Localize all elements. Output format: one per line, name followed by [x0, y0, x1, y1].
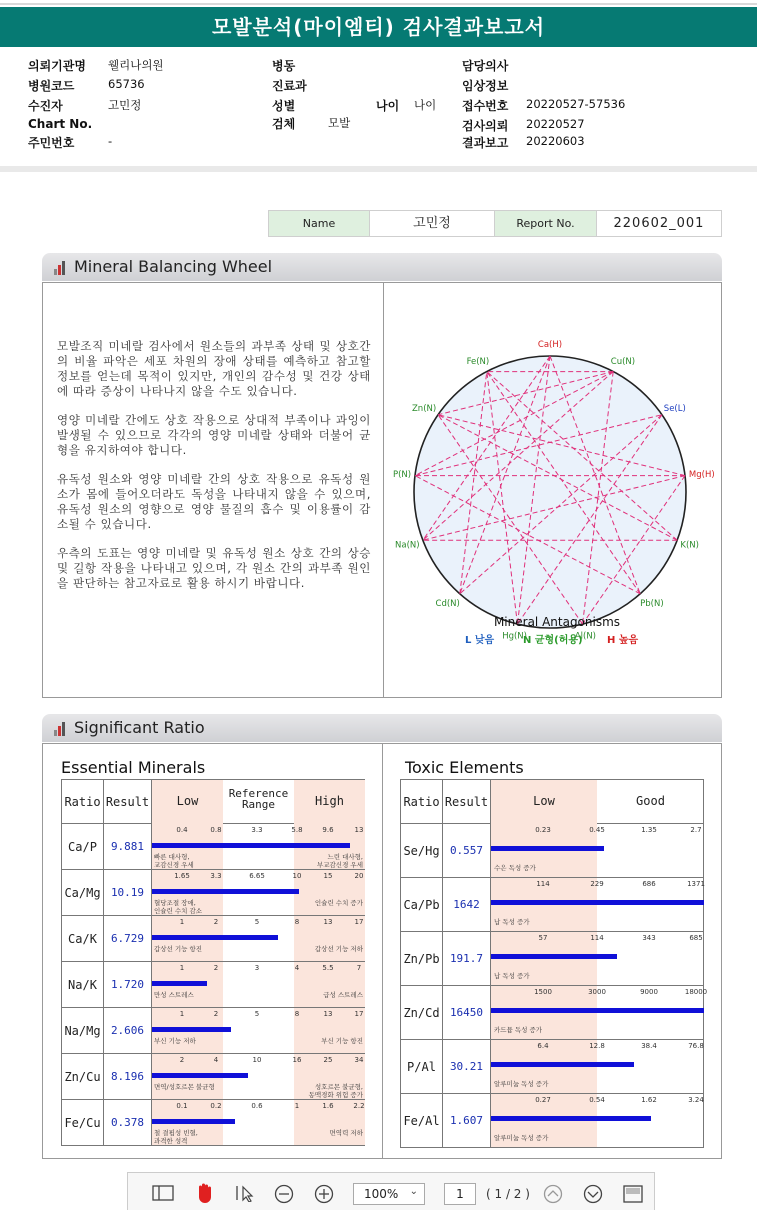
- ratio-graph: [152, 1054, 365, 1100]
- tick-label: 0.2: [210, 1102, 222, 1110]
- tick-label: 38.4: [641, 1042, 657, 1050]
- tick-label: 3.3: [251, 826, 263, 834]
- bar-note: 수은 독성 증가: [494, 864, 536, 872]
- ratio-bar: [491, 1008, 704, 1013]
- tick-label: 12.8: [589, 1042, 605, 1050]
- header-field-value: 65736: [108, 77, 145, 91]
- header-field-label: 병동: [272, 59, 296, 73]
- tick-label: 114: [536, 880, 550, 888]
- tick-label: 57: [538, 934, 548, 942]
- ratio-result: 30.21: [443, 1040, 491, 1094]
- wheel-node-label: Zn(N): [411, 403, 437, 414]
- tick-label: 1.6: [322, 1102, 334, 1110]
- bar-note-right: 급성 스트레스: [323, 991, 363, 999]
- tick-label: 0.6: [251, 1102, 263, 1110]
- tick-label: 8: [294, 1010, 300, 1018]
- wheel-caption: Mineral Antagonisms: [493, 615, 621, 629]
- tick-label: 16: [292, 1056, 302, 1064]
- tick-label: 1: [179, 964, 185, 972]
- legend-item: L 낮음: [465, 635, 495, 646]
- high-header: High: [315, 794, 344, 808]
- header-separator: [0, 166, 757, 172]
- report-no-value: 220602_001: [596, 211, 721, 236]
- toxic-elements-title: Toxic Elements: [405, 758, 524, 777]
- tick-label: 685: [689, 934, 703, 942]
- hand-tool-icon[interactable]: [194, 1182, 216, 1204]
- wheel-node-label: Ca(H): [537, 340, 563, 350]
- ratio-result: 8.196: [104, 1054, 152, 1100]
- tick-label: 2: [213, 964, 219, 972]
- wheel-section-title: Mineral Balancing Wheel: [74, 257, 273, 276]
- tick-label: 6.4: [537, 1042, 549, 1050]
- tick-label: 1500: [534, 988, 552, 996]
- ratio-result: 16450: [443, 986, 491, 1040]
- legend-item: N 균형(허용): [523, 635, 583, 646]
- table-row: [62, 1054, 365, 1100]
- ratio-name: Na/K: [62, 962, 104, 1008]
- bar-note-left: 만성 스트레스: [154, 991, 194, 999]
- tick-label: 1371: [687, 880, 705, 888]
- tick-label: 17: [354, 918, 364, 926]
- ratio-name: Ca/P: [62, 824, 104, 870]
- wheel-node-label: Hg(N): [502, 631, 527, 642]
- wheel-node-label: Na(N): [395, 540, 420, 551]
- tick-label: 8: [294, 918, 300, 926]
- essential-minerals-title: Essential Minerals: [61, 758, 206, 777]
- header-field-label: 결과보고: [462, 136, 509, 150]
- page-number-input[interactable]: 1: [444, 1183, 476, 1205]
- bar-note-left: 빠른 대사형, 교감신경 우세: [154, 853, 194, 869]
- wheel-circle: [411, 356, 686, 628]
- header-field-label: 병원코드: [28, 79, 75, 93]
- header-field-label: 검체: [272, 117, 296, 131]
- ratio-bar: [152, 1073, 248, 1078]
- toxic-elements-table: [400, 779, 708, 1148]
- tick-label: 76.8: [688, 1042, 704, 1050]
- tick-label: 10: [292, 872, 302, 880]
- tick-label: 3: [254, 964, 260, 972]
- ratio-bar: [152, 1027, 231, 1032]
- tick-label: 0.54: [589, 1096, 605, 1104]
- bar-chart-icon: [54, 722, 68, 736]
- tick-label: 25: [323, 1056, 333, 1064]
- chevron-down-icon: ⌄: [409, 1186, 418, 1197]
- result-header: Result: [443, 780, 491, 824]
- ratio-graph: [152, 916, 365, 962]
- table-row: [62, 916, 365, 962]
- ratio-name: Ca/K: [62, 916, 104, 962]
- mineral-wheel: [384, 283, 721, 697]
- low-header: Low: [176, 794, 199, 808]
- tick-label: 0.27: [535, 1096, 551, 1104]
- next-page-icon[interactable]: [583, 1184, 603, 1204]
- report-no-label: Report No.: [494, 211, 596, 236]
- bar-note-right: 인슐린 수치 증가: [314, 899, 363, 907]
- zoom-select[interactable]: [353, 1183, 425, 1205]
- ratio-section-title: Significant Ratio: [74, 718, 205, 737]
- previous-page-icon[interactable]: [543, 1184, 563, 1204]
- zoom-value: 100%: [364, 1187, 399, 1201]
- bar-note-right: 부신 기능 항진: [321, 1037, 363, 1045]
- tick-label: 9000: [640, 988, 658, 996]
- bar-note-right: 성호르몬 불균형, 동맥경화 위험 증가: [308, 1083, 363, 1099]
- name-value: 고민정: [369, 211, 494, 236]
- header-field-label: 나이: [376, 99, 400, 113]
- tick-label: 2: [213, 1010, 219, 1018]
- bar-note-right: 면역력 저하: [329, 1129, 363, 1137]
- table-row: [401, 932, 704, 986]
- table-row: [401, 878, 704, 932]
- sidebar-toggle-icon[interactable]: [152, 1185, 174, 1201]
- header-field-label: Chart No.: [28, 117, 93, 131]
- ratio-name: Na/Mg: [62, 1008, 104, 1054]
- tick-label: 0.23: [535, 826, 551, 834]
- good-header: Good: [636, 794, 665, 808]
- tick-label: 13: [323, 918, 333, 926]
- ratio-graph: [491, 1094, 704, 1148]
- ratio-graph: [491, 986, 708, 1040]
- zoom-out-icon[interactable]: [274, 1184, 294, 1204]
- header-field-value: 20220527: [526, 117, 585, 131]
- tick-label: 3000: [588, 988, 606, 996]
- bar-note: 알루미늄 독성 증가: [494, 1080, 549, 1088]
- header-field-label: 성별: [272, 99, 296, 113]
- pdf-viewer-toolbar: [127, 1172, 655, 1210]
- legend-item: H 높음: [607, 635, 639, 646]
- ratio-graph: [491, 1040, 704, 1094]
- table-row: [62, 1100, 365, 1146]
- intro-paragraph: 모발조직 미네랄 검사에서 원소들의 과부족 상태 및 상호간의 비율 파악은 세포 차원의 장애 상태를 예측하고 참고할 정보를 얻는데 목적이 있지만, 개인의 감수성 및 건강 상태에 따라 증상이 나타나지 않을 수도 있습니다.: [57, 339, 371, 398]
- zoom-in-icon[interactable]: [314, 1184, 334, 1204]
- bar-note-left: 부신 기능 저하: [154, 1037, 196, 1045]
- intro-paragraph: 유독성 원소와 영양 미네랄 간의 상호 작용으로 유독성 원소가 몸에 들어오더라도 독성을 나타내지 않을 수 있으며, 유독성 원소의 영향으로 영양 물질의 흡수 및 이용률이 감소될 수 있습니다.: [57, 472, 371, 531]
- ratio-bar: [491, 954, 617, 959]
- table-header-row: [62, 780, 365, 824]
- intro-paragraph: 우측의 도표는 영양 미네랄 및 유독성 원소 상호 간의 상승 및 길항 작용을 나타내고 있으며, 각 원소 간의 과부족 원인을 판단하는 참고자료로 활용 하시기 바랍니다.: [57, 546, 371, 590]
- ratio-name: Ca/Mg: [62, 870, 104, 916]
- wheel-node-label: Se(L): [663, 403, 686, 414]
- result-header: Result: [104, 780, 152, 824]
- tick-label: 10: [252, 1056, 262, 1064]
- ratio-name: Zn/Cu: [62, 1054, 104, 1100]
- ratio-bar: [491, 900, 704, 905]
- tick-label: 7: [356, 964, 362, 972]
- ratio-name: P/Al: [401, 1040, 443, 1094]
- table-row: [62, 1008, 365, 1054]
- ratio-name: Ca/Pb: [401, 878, 443, 932]
- bar-note-left: 혈당조절 장애, 인슐린 수치 감소: [154, 899, 203, 915]
- tick-label: 2: [179, 1056, 185, 1064]
- wheel-panel: [42, 282, 722, 698]
- tick-label: 6.65: [249, 872, 265, 880]
- ratio-graph: [152, 824, 365, 870]
- table-row: [62, 962, 365, 1008]
- tick-label: 1.35: [641, 826, 657, 834]
- report-title: 모발분석(마이엠티) 검사결과보고서: [0, 7, 757, 47]
- tick-label: 114: [590, 934, 604, 942]
- tick-label: 686: [642, 880, 656, 888]
- tick-label: 0.4: [176, 826, 188, 834]
- table-row: [401, 986, 704, 1040]
- ratio-graph: [152, 1100, 365, 1146]
- header-field-value: -: [108, 134, 113, 148]
- bar-note-left: 갑상선 기능 항진: [154, 945, 203, 953]
- tick-label: 229: [590, 880, 604, 888]
- bar-note-right: 갑상선 기능 저하: [314, 945, 363, 953]
- ratio-graph: [491, 932, 704, 986]
- wheel-node-label: K(N): [680, 540, 699, 551]
- name-label: Name: [269, 211, 369, 236]
- ratio-result: 1.607: [443, 1094, 491, 1148]
- tick-label: 13: [323, 1010, 333, 1018]
- ratio-result: 10.19: [104, 870, 152, 916]
- ratio-result: 6.729: [104, 916, 152, 962]
- tick-label: 2: [213, 918, 219, 926]
- tick-label: 0.1: [176, 1102, 188, 1110]
- header-field-value: 웰리나의원: [108, 58, 164, 72]
- ratio-result: 0.557: [443, 824, 491, 878]
- range-header: [491, 780, 704, 824]
- header-field-label: 주민번호: [28, 136, 75, 150]
- tick-label: 0.45: [589, 826, 605, 834]
- top-divider: [0, 3, 757, 5]
- ratio-bar: [152, 843, 350, 848]
- tick-label: 2.7: [690, 826, 702, 834]
- ratio-graph: [152, 962, 365, 1008]
- tick-label: 5: [254, 1010, 260, 1018]
- name-bar: [268, 210, 722, 237]
- header-field-label: 임상정보: [462, 79, 509, 93]
- wheel-section-header: [42, 253, 722, 281]
- header-field-label: 수진자: [28, 99, 63, 113]
- ratio-bar: [491, 1062, 634, 1067]
- low-header: Low: [533, 794, 555, 808]
- table-header-row: [401, 780, 704, 824]
- bar-note: 알루미늄 독성 증가: [494, 1134, 549, 1142]
- tick-label: 0.8: [210, 826, 222, 834]
- reference-range-header: Reference Range: [228, 787, 289, 811]
- header-field-value: 모발: [328, 116, 351, 130]
- header-field-label: 담당의사: [462, 59, 509, 73]
- table-row: [401, 1094, 704, 1148]
- bar-note-left: 철 결핍성 빈혈, 과격한 성격: [154, 1129, 198, 1145]
- essential-minerals-table: [61, 779, 365, 1146]
- ratio-bar: [152, 1119, 235, 1124]
- ratio-name: Fe/Cu: [62, 1100, 104, 1146]
- tick-label: 3.24: [688, 1096, 704, 1104]
- ratio-name: Fe/Al: [401, 1094, 443, 1148]
- ratio-result: 2.606: [104, 1008, 152, 1054]
- bar-note: 납 독성 증가: [494, 972, 530, 980]
- ratio-header: Ratio: [62, 780, 104, 824]
- ratio-result: 191.7: [443, 932, 491, 986]
- wheel-node-label: Mg(H): [688, 470, 715, 481]
- table-row: [401, 824, 704, 878]
- tick-label: 17: [354, 1010, 364, 1018]
- tick-label: 1: [294, 1102, 300, 1110]
- bar-note-left: 면역/성호르몬 불균형: [154, 1083, 215, 1091]
- tick-label: 5: [254, 918, 260, 926]
- bar-note: 카드뮴 독성 증가: [494, 1026, 543, 1034]
- intro-paragraph: 영양 미네랄 간에도 상호 작용으로 상대적 부족이나 과잉이 발생될 수 있으므로 각각의 영양 미네랄 상태와 더불어 균형을 유지하여야 합니다.: [57, 413, 371, 457]
- page-count: ( 1 / 2 ): [486, 1187, 530, 1201]
- panel-divider: [382, 744, 383, 1158]
- tick-label: 18000: [684, 988, 708, 996]
- select-tool-icon[interactable]: [234, 1184, 256, 1202]
- print-icon[interactable]: [622, 1184, 644, 1204]
- tick-label: 1: [179, 918, 185, 926]
- table-row: [401, 1040, 704, 1094]
- ratio-result: 0.378: [104, 1100, 152, 1146]
- header-field-value: 나이: [414, 98, 437, 112]
- tick-label: 1.65: [174, 872, 190, 880]
- ratio-section-header: [42, 714, 722, 742]
- wheel-node-label: Cd(N): [435, 598, 460, 609]
- tick-label: 13: [354, 826, 364, 834]
- tick-label: 20: [354, 872, 364, 880]
- wheel-intro-text: [57, 339, 371, 605]
- tick-label: 34: [354, 1056, 364, 1064]
- tick-label: 343: [642, 934, 656, 942]
- header-field-label: 의뢰기관명: [28, 59, 86, 73]
- bar-note: 납 독성 증가: [494, 918, 530, 926]
- header-field-label: 검사의뢰: [462, 119, 509, 133]
- ratio-result: 1.720: [104, 962, 152, 1008]
- header-field-value: 20220603: [526, 134, 585, 148]
- tick-label: 3.3: [210, 872, 222, 880]
- wheel-node-label: Fe(N): [466, 356, 490, 367]
- ratio-result: 9.881: [104, 824, 152, 870]
- header-field-value: 고민정: [108, 98, 142, 112]
- wheel-node-label: Al(N): [574, 631, 597, 642]
- ratio-name: Zn/Cd: [401, 986, 443, 1040]
- ratio-result: 1642: [443, 878, 491, 932]
- table-row: [62, 824, 365, 870]
- ratio-bar: [152, 935, 278, 940]
- ratio-graph: [491, 878, 704, 932]
- ratio-name: Se/Hg: [401, 824, 443, 878]
- wheel-node-label: P(N): [392, 470, 412, 481]
- tick-label: 2.2: [353, 1102, 365, 1110]
- ratio-graph: [152, 870, 365, 916]
- ratio-bar: [491, 846, 604, 851]
- ratio-bar: [491, 1116, 651, 1121]
- header-field-label: 진료과: [272, 79, 307, 93]
- header-field-value: 20220527-57536: [526, 97, 626, 111]
- ratio-bar: [152, 981, 207, 986]
- tick-label: 4: [294, 964, 300, 972]
- header-field-label: 접수번호: [462, 99, 509, 113]
- tick-label: 9.6: [322, 826, 334, 834]
- bar-chart-icon: [54, 261, 68, 275]
- ratio-header: Ratio: [401, 780, 443, 824]
- ratio-graph: [152, 1008, 365, 1054]
- bar-note-right: 느린 대사형, 부교감신경 우세: [316, 853, 363, 869]
- tick-label: 4: [213, 1056, 219, 1064]
- tick-label: 1: [179, 1010, 185, 1018]
- range-header: [152, 780, 365, 824]
- tick-label: 1.62: [641, 1096, 657, 1104]
- wheel-node-label: Pb(N): [640, 598, 664, 609]
- ratio-graph: [491, 824, 704, 878]
- wheel-node-label: Cu(N): [610, 356, 636, 367]
- table-row: [62, 870, 365, 916]
- tick-label: 5.8: [291, 826, 303, 834]
- tick-label: 5.5: [322, 964, 334, 972]
- tick-label: 15: [323, 872, 333, 880]
- ratio-name: Zn/Pb: [401, 932, 443, 986]
- ratio-bar: [152, 889, 299, 894]
